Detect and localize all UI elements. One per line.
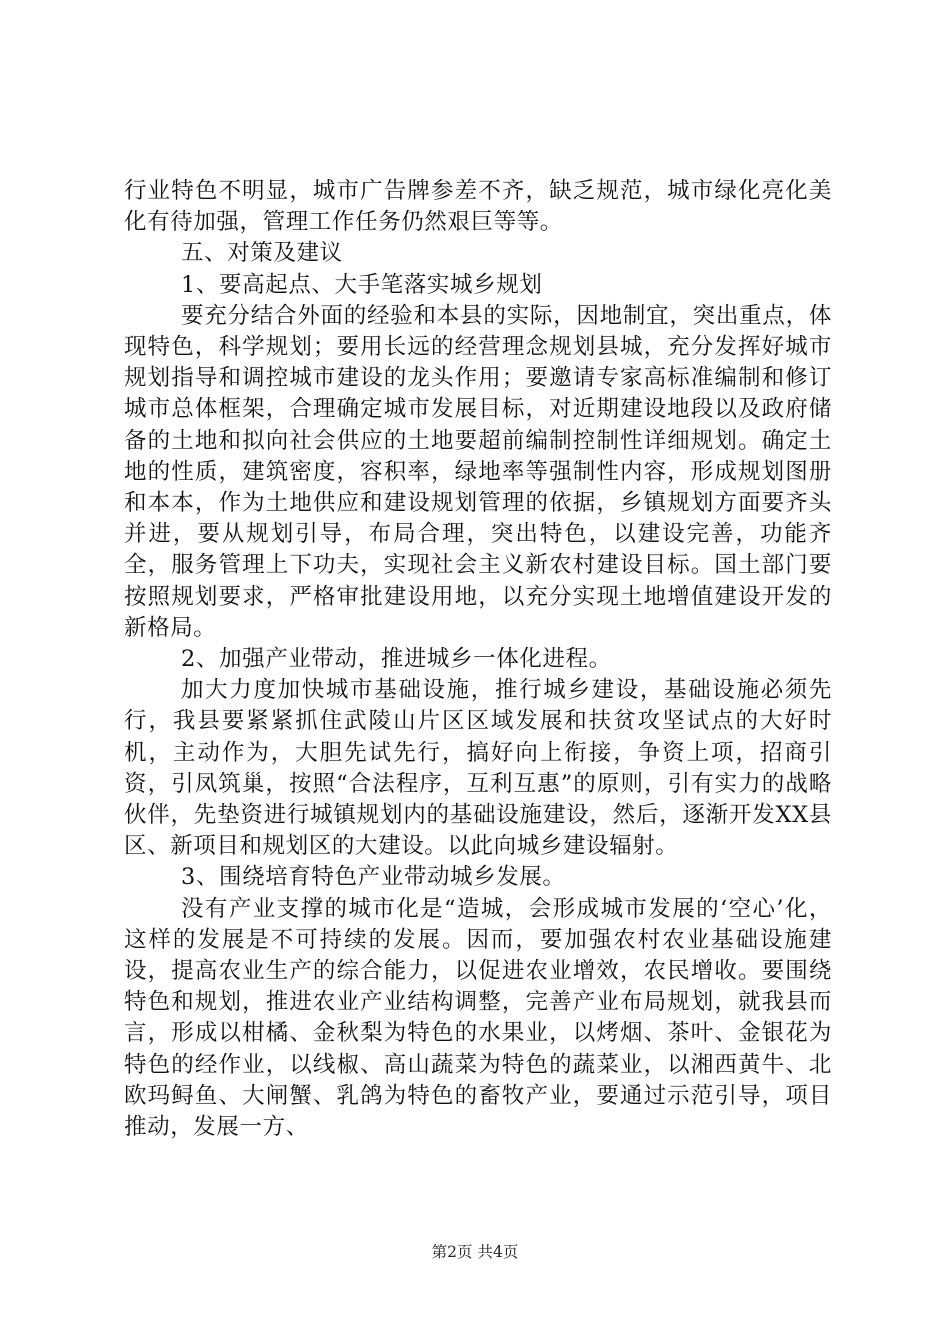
subheading-special-industry: 3、围绕培育特色产业带动城乡发展。 bbox=[181, 864, 566, 891]
subheading-planning: 1、要高起点、大手笔落实城乡规划 bbox=[181, 271, 543, 298]
section-heading-countermeasures: 五、对策及建议 bbox=[181, 240, 343, 267]
paragraph-planning: 要充分结合外面的经验和本县的实际，因地制宜，突出重点，体现特色，科学规划；要用长远的经营理念规划县城，充分发挥好城市规划指导和调控城市建设的龙头作用；要邀请专家高标准编制和修订城市总体框架，合理确定城市发展目标，对近期建设地段以及政府储备的土地和拟向社会供应的土地要超前编制控制性详细规划。确定土地的性质，建筑密度，容积率，绿地率等强制性内容，形成规划图册和本本，作为土地供应和建设规划管理的依据，乡镇规划方面要齐头并进，要从规划引导，布局合理，突出特色，以建设完善，功能齐全，服务管理上下功夫，实现社会主义新农村建设目标。国土部门要按照规划要求，严格审批建设用地，以充分实现土地增值建设开发的新格局。 bbox=[124, 302, 832, 641]
paragraph-infrastructure: 加大力度加快城市基础设施，推行城乡建设，基础设施必须先行，我县要紧紧抓住武陵山片区区域发展和扶贫攻坚试点的大好时机，主动作为，大胆先试先行，搞好向上衔接，争资上项，招商引资，引凤筑巢，按照“合法程序，互利互惠”的原则，引有实力的战略伙伴，先垫资进行城镇规划内的基础设施建设，然后，逐渐开发XX县区、新项目和规划区的大建设。以此向城乡建设辐射。 bbox=[124, 677, 832, 860]
paragraph-special-industry: 没有产业支撑的城市化是“造城，会形成城市发展的‘空心’化，这样的发展是不可持续的发展。因而，要加强农村农业基础设施建设，提高农业生产的综合能力，以促进农业增效，农民增收。要围绕特色和规划，推进农业产业结构调整，完善产业布局规划，就我县而言，形成以柑橘、金秋梨为特色的水果业，以烤烟、茶叶、金银花为特色的经作业，以线椒、高山蔬菜为特色的蔬菜业，以湘西黄牛、北欧玛鲟鱼、大闸蟹、乳鸽为特色的畜牧产业，要通过示范引导，项目推动，发展一方、 bbox=[124, 895, 832, 1141]
subheading-industry: 2、加强产业带动，推进城乡一体化进程。 bbox=[181, 646, 612, 673]
page-number-footer: 第2页 共4页 bbox=[431, 1243, 519, 1261]
document-body bbox=[124, 176, 832, 1143]
paragraph-continuation: 行业特色不明显，城市广告牌参差不齐，缺乏规范，城市绿化亮化美化有待加强，管理工作任务仍然艰巨等等。 bbox=[124, 178, 832, 236]
